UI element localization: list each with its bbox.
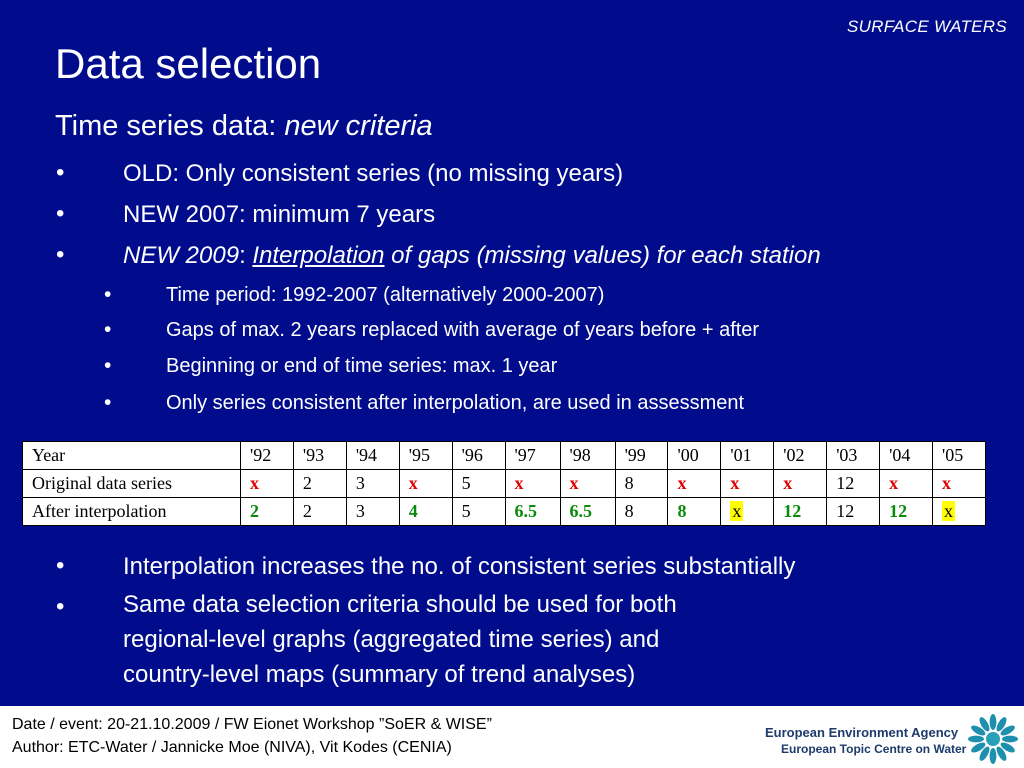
missing-mark: x — [408, 473, 418, 493]
sub-bullet-text: Time period: 1992-2007 (alternatively 2000-2007) — [166, 284, 605, 306]
footer-author: Author: ETC-Water / Jannicke Moe (NIVA), Vit Kodes (CENIA) — [12, 739, 452, 756]
table-cell — [668, 498, 721, 526]
observed-value: 3 — [355, 501, 365, 521]
bullet-line: country-level maps (summary of trend analyses) — [123, 661, 636, 688]
row-label: Original data series — [23, 470, 241, 498]
table-cell: '98 — [560, 442, 615, 470]
table-cell — [933, 470, 986, 498]
table-cell — [615, 470, 668, 498]
table-cell — [560, 498, 615, 526]
table-cell — [452, 470, 505, 498]
eea-flower-logo-icon — [966, 712, 1020, 766]
table-cell — [774, 470, 827, 498]
table-cell: '97 — [505, 442, 560, 470]
sub-bullet-text: Only series consistent after interpolation, are used in assessment — [166, 392, 745, 414]
interpolated-value: 4 — [408, 501, 418, 521]
bullet-dot: • — [104, 391, 112, 414]
observed-value: 12 — [836, 473, 855, 493]
unfilled-gap-mark: x — [732, 501, 742, 521]
interpolated-value: 12 — [889, 501, 908, 521]
missing-mark: x — [677, 473, 687, 493]
observed-value: 2 — [302, 501, 312, 521]
bullet-dot: • — [56, 159, 65, 186]
table-cell: '03 — [827, 442, 880, 470]
table-cell — [452, 498, 505, 526]
table-cell: '95 — [399, 442, 452, 470]
observed-value: 5 — [461, 473, 471, 493]
section-label: SURFACE WATERS — [846, 17, 1007, 36]
missing-mark: x — [942, 473, 951, 493]
bullet-new-2009-rest: of gaps (missing values) for each station — [384, 242, 821, 269]
missing-mark: x — [514, 473, 524, 493]
bullet-dot: • — [56, 552, 65, 579]
bullet-text: Interpolation increases the no. of consistent series substantially — [123, 553, 796, 580]
table-header-row — [23, 442, 986, 470]
table-cell: '04 — [880, 442, 933, 470]
bullet-dot: • — [56, 200, 65, 227]
eea-logo-text — [765, 724, 966, 758]
table-cell: '94 — [346, 442, 399, 470]
subtitle-italic: new criteria — [284, 110, 433, 142]
interpolated-value: 12 — [783, 501, 802, 521]
bullet-text: OLD: Only consistent series (no missing years) — [123, 160, 624, 187]
interpolated-value: 6.5 — [514, 501, 538, 521]
interpolation-term: Interpolation — [252, 242, 385, 269]
bullet-text — [123, 587, 677, 692]
observed-value: 3 — [355, 473, 365, 493]
bullet-separator: : — [239, 242, 253, 269]
table-row-interpolated — [23, 498, 986, 526]
table-row-original — [23, 470, 986, 498]
table-cell — [721, 470, 774, 498]
sub-bullet-text: Gaps of max. 2 years replaced with average of years before + after — [166, 319, 760, 341]
table-cell: '92 — [241, 442, 294, 470]
table-cell — [399, 470, 452, 498]
bullet-text — [123, 242, 821, 270]
interpolated-value: 8 — [677, 501, 687, 521]
table-cell — [505, 470, 560, 498]
bullet-text: NEW 2007: minimum 7 years — [123, 201, 436, 228]
row-label: After interpolation — [23, 498, 241, 526]
subtitle-plain: Time series data: — [55, 110, 285, 142]
table-cell: '93 — [293, 442, 346, 470]
missing-mark: x — [250, 473, 259, 493]
table-cell — [721, 498, 774, 526]
table-cell: '01 — [721, 442, 774, 470]
bullet-line: Same data selection criteria should be used for both — [123, 591, 677, 618]
missing-mark: x — [730, 473, 740, 493]
table-cell: '96 — [452, 442, 505, 470]
table-cell: '02 — [774, 442, 827, 470]
bullet-dot: • — [56, 593, 65, 620]
table-cell — [827, 498, 880, 526]
row-label: Year — [23, 442, 241, 470]
bullet-dot: • — [104, 283, 112, 306]
interpolated-value: 2 — [250, 501, 259, 521]
table-cell — [399, 498, 452, 526]
slide-title: Data selection — [55, 40, 322, 87]
observed-value: 8 — [624, 501, 634, 521]
table-cell — [615, 498, 668, 526]
missing-mark: x — [783, 473, 793, 493]
observed-value: 5 — [461, 501, 471, 521]
table-cell — [346, 470, 399, 498]
table-cell — [505, 498, 560, 526]
table-cell — [880, 470, 933, 498]
logo-line-etc: European Topic Centre on Water — [781, 742, 967, 756]
table-cell — [346, 498, 399, 526]
table-cell — [293, 470, 346, 498]
table-cell — [241, 498, 294, 526]
bullet-dot: • — [104, 318, 112, 341]
table-cell — [827, 470, 880, 498]
missing-mark: x — [889, 473, 899, 493]
sub-bullet-text: Beginning or end of time series: max. 1 year — [166, 355, 558, 377]
interpolated-value: 6.5 — [569, 501, 593, 521]
table-cell — [293, 498, 346, 526]
table-cell — [241, 470, 294, 498]
table-body — [23, 442, 986, 526]
table-cell — [880, 498, 933, 526]
table-cell — [933, 498, 986, 526]
table-cell — [560, 470, 615, 498]
table-cell: '00 — [668, 442, 721, 470]
bullet-dot: • — [56, 241, 65, 268]
slide-subtitle — [55, 110, 433, 143]
table-cell: '99 — [615, 442, 668, 470]
observed-value: 2 — [302, 473, 312, 493]
interpolation-table — [22, 441, 986, 526]
footer-date-event: Date / event: 20-21.10.2009 / FW Eionet Workshop ”SoER & WISE” — [12, 716, 492, 733]
missing-mark: x — [569, 473, 579, 493]
bullet-new-2009-label: NEW 2009 — [123, 242, 240, 269]
bullet-line: regional-level graphs (aggregated time series) and — [123, 626, 660, 653]
logo-line-agency: European Environment Agency — [765, 725, 959, 740]
observed-value: 12 — [836, 501, 855, 521]
bullet-dot: • — [104, 354, 112, 377]
table-cell — [774, 498, 827, 526]
unfilled-gap-mark: x — [944, 501, 953, 521]
table-cell — [668, 470, 721, 498]
observed-value: 8 — [624, 473, 634, 493]
table-cell: '05 — [933, 442, 986, 470]
footer — [0, 706, 1024, 768]
